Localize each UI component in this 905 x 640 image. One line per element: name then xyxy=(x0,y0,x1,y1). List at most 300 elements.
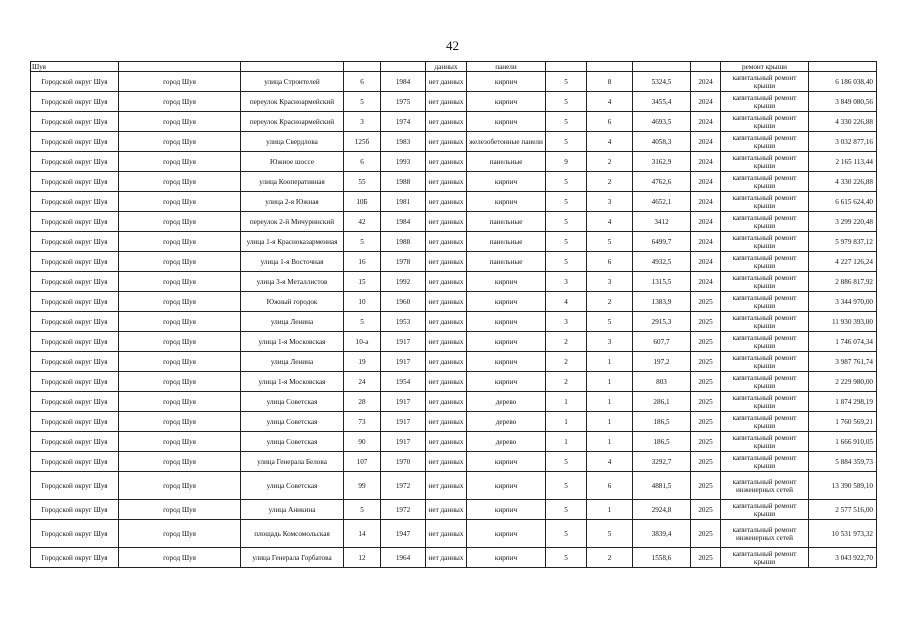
cell-area: 607,7 xyxy=(633,332,691,352)
cell-material: панельные xyxy=(467,232,546,252)
cell-city: город Шуя xyxy=(119,172,241,192)
cell-year: 1983 xyxy=(381,132,426,152)
cell-cost: 4 227 126,24 xyxy=(809,252,877,272)
cell-okrug: Городской округ Шуя xyxy=(31,132,119,152)
cell-work: капитальный ремонт крыши xyxy=(721,292,809,312)
cell-city: город Шуя xyxy=(119,500,241,520)
table-cell xyxy=(633,62,691,72)
cell-walls-note: нет данных xyxy=(426,332,467,352)
cell-work: капитальный ремонт крыши xyxy=(721,412,809,432)
cell-floors: 2 xyxy=(546,352,587,372)
cell-material: железобетонные панели xyxy=(467,132,546,152)
cell-city: город Шуя xyxy=(119,472,241,500)
cell-year: 1972 xyxy=(381,500,426,520)
cell-material: кирпич xyxy=(467,272,546,292)
cell-house: 90 xyxy=(344,432,381,452)
cell-city: город Шуя xyxy=(119,252,241,272)
cell-street: улица Кооперативная xyxy=(241,172,344,192)
cell-walls-note: нет данных xyxy=(426,192,467,212)
cell-walls-note: нет данных xyxy=(426,452,467,472)
cell-work: капитальный ремонт крыши xyxy=(721,132,809,152)
cell-city: город Шуя xyxy=(119,372,241,392)
cell-walls-note: нет данных xyxy=(426,372,467,392)
cell-floors: 5 xyxy=(546,172,587,192)
cell-material: кирпич xyxy=(467,92,546,112)
cell-okrug: Городской округ Шуя xyxy=(31,192,119,212)
cell-work: капитальный ремонт крыши xyxy=(721,252,809,272)
table-cell xyxy=(119,62,241,72)
cell-floors: 3 xyxy=(546,272,587,292)
cell-entrances: 4 xyxy=(587,212,633,232)
cell-area: 186,5 xyxy=(633,412,691,432)
cell-house: 6 xyxy=(344,72,381,92)
cell-entrances: 6 xyxy=(587,472,633,500)
cell-floors: 4 xyxy=(546,292,587,312)
table-body xyxy=(31,62,877,568)
page-number: 42 xyxy=(446,38,459,53)
cell-area: 1558,6 xyxy=(633,548,691,568)
cell-house: 14 xyxy=(344,520,381,548)
table-cell xyxy=(691,62,721,72)
cell-work: капитальный ремонт крыши xyxy=(721,232,809,252)
cell-street: улица Генерала Белова xyxy=(241,452,344,472)
cell-entrances: 4 xyxy=(587,92,633,112)
cell-plan-year: 2024 xyxy=(691,252,721,272)
cell-work: капитальный ремонт инженерных сетей xyxy=(721,472,809,500)
cell-street: улица 1-я Московская xyxy=(241,332,344,352)
cell-walls-note: нет данных xyxy=(426,172,467,192)
cell-material: панельные xyxy=(467,252,546,272)
cell-walls-note: нет данных xyxy=(426,212,467,232)
cell-plan-year: 2025 xyxy=(691,312,721,332)
cell-year: 1953 xyxy=(381,312,426,332)
cell-plan-year: 2024 xyxy=(691,72,721,92)
cell-walls-note: нет данных xyxy=(426,432,467,452)
cell-city: город Шуя xyxy=(119,548,241,568)
cell-cost: 2 886 817,92 xyxy=(809,272,877,292)
cell-area: 4881,5 xyxy=(633,472,691,500)
cell-cost: 1 760 569,21 xyxy=(809,412,877,432)
cell-walls-note: нет данных xyxy=(426,152,467,172)
cell-material: кирпич xyxy=(467,312,546,332)
cell-entrances: 4 xyxy=(587,452,633,472)
cell-street: Южное шоссе xyxy=(241,152,344,172)
cell-house: 55 xyxy=(344,172,381,192)
cell-entrances: 6 xyxy=(587,252,633,272)
cell-house: 125б xyxy=(344,132,381,152)
cell-house: 3 xyxy=(344,112,381,132)
cell-area: 2915,3 xyxy=(633,312,691,332)
cell-material: дерево xyxy=(467,412,546,432)
table-cell xyxy=(587,62,633,72)
cell-plan-year: 2025 xyxy=(691,352,721,372)
cell-year: 1974 xyxy=(381,112,426,132)
table-cell: Шуя xyxy=(31,62,119,72)
cell-walls-note: нет данных xyxy=(426,548,467,568)
cell-cost: 2 577 516,00 xyxy=(809,500,877,520)
cell-cost: 3 344 970,00 xyxy=(809,292,877,312)
cell-cost: 6 615 624,40 xyxy=(809,192,877,212)
cell-work: капитальный ремонт крыши xyxy=(721,352,809,372)
cell-plan-year: 2024 xyxy=(691,172,721,192)
cell-house: 5 xyxy=(344,500,381,520)
cell-entrances: 5 xyxy=(587,232,633,252)
cell-area: 3162,9 xyxy=(633,152,691,172)
cell-walls-note: нет данных xyxy=(426,72,467,92)
cell-plan-year: 2024 xyxy=(691,112,721,132)
cell-area: 3412 xyxy=(633,212,691,232)
cell-house: 15 xyxy=(344,272,381,292)
cell-floors: 5 xyxy=(546,252,587,272)
cell-entrances: 2 xyxy=(587,152,633,172)
cell-cost: 1 666 910,05 xyxy=(809,432,877,452)
cell-entrances: 2 xyxy=(587,292,633,312)
cell-house: 16 xyxy=(344,252,381,272)
cell-plan-year: 2025 xyxy=(691,520,721,548)
cell-floors: 1 xyxy=(546,392,587,412)
table-row xyxy=(31,352,877,372)
table-row xyxy=(31,112,877,132)
cell-material: кирпич xyxy=(467,520,546,548)
cell-work: капитальный ремонт крыши xyxy=(721,392,809,412)
cell-city: город Шуя xyxy=(119,132,241,152)
cell-house: 5 xyxy=(344,232,381,252)
cell-work: капитальный ремонт крыши xyxy=(721,172,809,192)
cell-plan-year: 2025 xyxy=(691,472,721,500)
cell-walls-note: нет данных xyxy=(426,352,467,372)
table-cell: панели xyxy=(467,62,546,72)
cell-okrug: Городской округ Шуя xyxy=(31,252,119,272)
cell-work: капитальный ремонт крыши xyxy=(721,152,809,172)
cell-work: капитальный ремонт крыши xyxy=(721,192,809,212)
cell-city: город Шуя xyxy=(119,520,241,548)
cell-work: капитальный ремонт крыши xyxy=(721,452,809,472)
cell-okrug: Городской округ Шуя xyxy=(31,112,119,132)
table-row xyxy=(31,192,877,212)
cell-cost: 4 330 226,88 xyxy=(809,172,877,192)
cell-floors: 5 xyxy=(546,472,587,500)
cell-floors: 2 xyxy=(546,332,587,352)
cell-street: улица Ленина xyxy=(241,312,344,332)
cell-street: улица Строителей xyxy=(241,72,344,92)
cell-entrances: 1 xyxy=(587,352,633,372)
cell-city: город Шуя xyxy=(119,392,241,412)
cell-floors: 1 xyxy=(546,432,587,452)
cell-work: капитальный ремонт инженерных сетей xyxy=(721,520,809,548)
cell-walls-note: нет данных xyxy=(426,92,467,112)
table-row xyxy=(31,500,877,520)
cell-area: 3292,7 xyxy=(633,452,691,472)
cell-okrug: Городской округ Шуя xyxy=(31,272,119,292)
cell-walls-note: нет данных xyxy=(426,392,467,412)
cell-entrances: 3 xyxy=(587,272,633,292)
cell-plan-year: 2025 xyxy=(691,500,721,520)
table-row xyxy=(31,132,877,152)
cell-walls-note: нет данных xyxy=(426,500,467,520)
cell-material: кирпич xyxy=(467,72,546,92)
cell-cost: 11 930 393,00 xyxy=(809,312,877,332)
cell-year: 1988 xyxy=(381,172,426,192)
cell-material: дерево xyxy=(467,392,546,412)
cell-floors: 5 xyxy=(546,72,587,92)
cell-plan-year: 2025 xyxy=(691,432,721,452)
table-row xyxy=(31,252,877,272)
cell-house: 10Б xyxy=(344,192,381,212)
cell-plan-year: 2024 xyxy=(691,132,721,152)
cell-year: 1917 xyxy=(381,332,426,352)
cell-year: 1917 xyxy=(381,412,426,432)
cell-house: 24 xyxy=(344,372,381,392)
cell-year: 1978 xyxy=(381,252,426,272)
cell-material: кирпич xyxy=(467,452,546,472)
cell-cost: 6 186 038,40 xyxy=(809,72,877,92)
cell-plan-year: 2024 xyxy=(691,152,721,172)
cell-street: улица 1-я Московская xyxy=(241,372,344,392)
cell-area: 4058,3 xyxy=(633,132,691,152)
cell-work: капитальный ремонт крыши xyxy=(721,72,809,92)
cell-year: 1984 xyxy=(381,72,426,92)
cell-cost: 1 874 298,19 xyxy=(809,392,877,412)
cell-entrances: 1 xyxy=(587,372,633,392)
cell-okrug: Городской округ Шуя xyxy=(31,432,119,452)
cell-floors: 1 xyxy=(546,412,587,432)
cell-year: 1972 xyxy=(381,472,426,500)
cell-cost: 3 043 922,70 xyxy=(809,548,877,568)
cell-cost: 5 884 359,73 xyxy=(809,452,877,472)
cell-material: кирпич xyxy=(467,332,546,352)
cell-area: 3455,4 xyxy=(633,92,691,112)
cell-plan-year: 2025 xyxy=(691,372,721,392)
cell-work: капитальный ремонт крыши xyxy=(721,272,809,292)
cell-street: улица Аникина xyxy=(241,500,344,520)
cell-okrug: Городской округ Шуя xyxy=(31,392,119,412)
cell-material: панельные xyxy=(467,212,546,232)
cell-walls-note: нет данных xyxy=(426,272,467,292)
cell-city: город Шуя xyxy=(119,72,241,92)
cell-cost: 10 531 973,32 xyxy=(809,520,877,548)
table-row-continued xyxy=(31,62,877,72)
table-row xyxy=(31,212,877,232)
cell-entrances: 3 xyxy=(587,332,633,352)
cell-plan-year: 2025 xyxy=(691,392,721,412)
cell-floors: 5 xyxy=(546,192,587,212)
cell-walls-note: нет данных xyxy=(426,252,467,272)
cell-floors: 5 xyxy=(546,548,587,568)
cell-okrug: Городской округ Шуя xyxy=(31,472,119,500)
cell-plan-year: 2024 xyxy=(691,272,721,292)
table-row xyxy=(31,372,877,392)
cell-street: улица Свердлова xyxy=(241,132,344,152)
cell-okrug: Городской округ Шуя xyxy=(31,172,119,192)
table-row xyxy=(31,548,877,568)
table-cell xyxy=(381,62,426,72)
cell-city: город Шуя xyxy=(119,292,241,312)
cell-house: 5 xyxy=(344,312,381,332)
cell-entrances: 2 xyxy=(587,548,633,568)
cell-street: Южный городок xyxy=(241,292,344,312)
cell-material: кирпич xyxy=(467,472,546,500)
cell-okrug: Городской округ Шуя xyxy=(31,520,119,548)
cell-street: площадь Комсомольская xyxy=(241,520,344,548)
cell-okrug: Городской округ Шуя xyxy=(31,292,119,312)
cell-okrug: Городской округ Шуя xyxy=(31,232,119,252)
cell-house: 99 xyxy=(344,472,381,500)
cell-street: улица Генерала Горбатова xyxy=(241,548,344,568)
table-row xyxy=(31,152,877,172)
cell-year: 1981 xyxy=(381,192,426,212)
cell-area: 3839,4 xyxy=(633,520,691,548)
cell-cost: 3 299 220,48 xyxy=(809,212,877,232)
cell-walls-note: нет данных xyxy=(426,312,467,332)
cell-city: город Шуя xyxy=(119,432,241,452)
cell-area: 186,5 xyxy=(633,432,691,452)
cell-material: кирпич xyxy=(467,112,546,132)
cell-area: 803 xyxy=(633,372,691,392)
cell-entrances: 5 xyxy=(587,520,633,548)
cell-okrug: Городской округ Шуя xyxy=(31,352,119,372)
cell-plan-year: 2024 xyxy=(691,192,721,212)
cell-house: 10 xyxy=(344,292,381,312)
cell-entrances: 1 xyxy=(587,412,633,432)
cell-cost: 3 032 877,16 xyxy=(809,132,877,152)
cell-house: 42 xyxy=(344,212,381,232)
cell-city: город Шуя xyxy=(119,352,241,372)
table-row xyxy=(31,312,877,332)
cell-entrances: 1 xyxy=(587,392,633,412)
cell-city: город Шуя xyxy=(119,112,241,132)
cell-floors: 9 xyxy=(546,152,587,172)
cell-year: 1947 xyxy=(381,520,426,548)
cell-work: капитальный ремонт крыши xyxy=(721,332,809,352)
cell-street: улица 2-я Южная xyxy=(241,192,344,212)
cell-work: капитальный ремонт крыши xyxy=(721,312,809,332)
cell-entrances: 4 xyxy=(587,132,633,152)
table-row xyxy=(31,332,877,352)
cell-year: 1954 xyxy=(381,372,426,392)
cell-walls-note: нет данных xyxy=(426,412,467,432)
cell-floors: 5 xyxy=(546,132,587,152)
table-cell: данных xyxy=(426,62,467,72)
cell-entrances: 1 xyxy=(587,500,633,520)
cell-plan-year: 2025 xyxy=(691,292,721,312)
cell-okrug: Городской округ Шуя xyxy=(31,500,119,520)
cell-house: 10-а xyxy=(344,332,381,352)
cell-street: улица 3-я Металлистов xyxy=(241,272,344,292)
cell-okrug: Городской округ Шуя xyxy=(31,548,119,568)
cell-plan-year: 2025 xyxy=(691,452,721,472)
cell-house: 12 xyxy=(344,548,381,568)
table-cell xyxy=(809,62,877,72)
cell-okrug: Городской округ Шуя xyxy=(31,212,119,232)
cell-cost: 2 229 980,00 xyxy=(809,372,877,392)
cell-city: город Шуя xyxy=(119,272,241,292)
cell-house: 73 xyxy=(344,412,381,432)
cell-area: 286,1 xyxy=(633,392,691,412)
cell-okrug: Городской округ Шуя xyxy=(31,452,119,472)
cell-year: 1993 xyxy=(381,152,426,172)
cell-year: 1975 xyxy=(381,92,426,112)
table-row xyxy=(31,392,877,412)
cell-work: капитальный ремонт крыши xyxy=(721,548,809,568)
cell-okrug: Городской округ Шуя xyxy=(31,92,119,112)
cell-year: 1984 xyxy=(381,212,426,232)
cell-year: 1970 xyxy=(381,452,426,472)
cell-material: кирпич xyxy=(467,292,546,312)
cell-area: 6499,7 xyxy=(633,232,691,252)
cell-material: дерево xyxy=(467,432,546,452)
cell-city: город Шуя xyxy=(119,332,241,352)
cell-year: 1992 xyxy=(381,272,426,292)
cell-street: переулок Красноармейский xyxy=(241,112,344,132)
cell-house: 28 xyxy=(344,392,381,412)
cell-work: капитальный ремонт крыши xyxy=(721,432,809,452)
table-row xyxy=(31,292,877,312)
cell-plan-year: 2024 xyxy=(691,212,721,232)
cell-entrances: 3 xyxy=(587,192,633,212)
cell-area: 1383,9 xyxy=(633,292,691,312)
cell-street: улица 1-я Красноказарменная xyxy=(241,232,344,252)
table-row xyxy=(31,72,877,92)
cell-cost: 3 849 080,56 xyxy=(809,92,877,112)
cell-walls-note: нет данных xyxy=(426,112,467,132)
cell-material: кирпич xyxy=(467,548,546,568)
cell-house: 107 xyxy=(344,452,381,472)
cell-floors: 5 xyxy=(546,452,587,472)
cell-walls-note: нет данных xyxy=(426,472,467,500)
cell-cost: 4 330 226,88 xyxy=(809,112,877,132)
cell-house: 19 xyxy=(344,352,381,372)
cell-area: 4652,1 xyxy=(633,192,691,212)
cell-area: 4932,5 xyxy=(633,252,691,272)
cell-year: 1917 xyxy=(381,352,426,372)
cell-year: 1988 xyxy=(381,232,426,252)
cell-okrug: Городской округ Шуя xyxy=(31,312,119,332)
cell-cost: 5 979 837,12 xyxy=(809,232,877,252)
table-cell xyxy=(546,62,587,72)
cell-city: город Шуя xyxy=(119,232,241,252)
cell-house: 5 xyxy=(344,92,381,112)
cell-plan-year: 2025 xyxy=(691,548,721,568)
cell-floors: 5 xyxy=(546,212,587,232)
cell-street: улица Советская xyxy=(241,432,344,452)
cell-street: переулок 2-й Мичуринский xyxy=(241,212,344,232)
table-cell: ремонт крыши xyxy=(721,62,809,72)
cell-walls-note: нет данных xyxy=(426,232,467,252)
cell-street: улица Советская xyxy=(241,392,344,412)
cell-cost: 3 987 761,74 xyxy=(809,352,877,372)
cell-city: город Шуя xyxy=(119,192,241,212)
cell-walls-note: нет данных xyxy=(426,520,467,548)
cell-material: кирпич xyxy=(467,372,546,392)
cell-material: панельные xyxy=(467,152,546,172)
cell-floors: 5 xyxy=(546,112,587,132)
cell-work: капитальный ремонт крыши xyxy=(721,92,809,112)
table-cell xyxy=(344,62,381,72)
cell-okrug: Городской округ Шуя xyxy=(31,332,119,352)
cell-city: город Шуя xyxy=(119,452,241,472)
cell-year: 1964 xyxy=(381,548,426,568)
table-row xyxy=(31,172,877,192)
cell-work: капитальный ремонт крыши xyxy=(721,500,809,520)
cell-material: кирпич xyxy=(467,500,546,520)
cell-entrances: 2 xyxy=(587,172,633,192)
cell-floors: 2 xyxy=(546,372,587,392)
cell-cost: 1 746 074,34 xyxy=(809,332,877,352)
cell-walls-note: нет данных xyxy=(426,132,467,152)
cell-area: 5324,5 xyxy=(633,72,691,92)
cell-floors: 5 xyxy=(546,500,587,520)
cell-city: город Шуя xyxy=(119,152,241,172)
